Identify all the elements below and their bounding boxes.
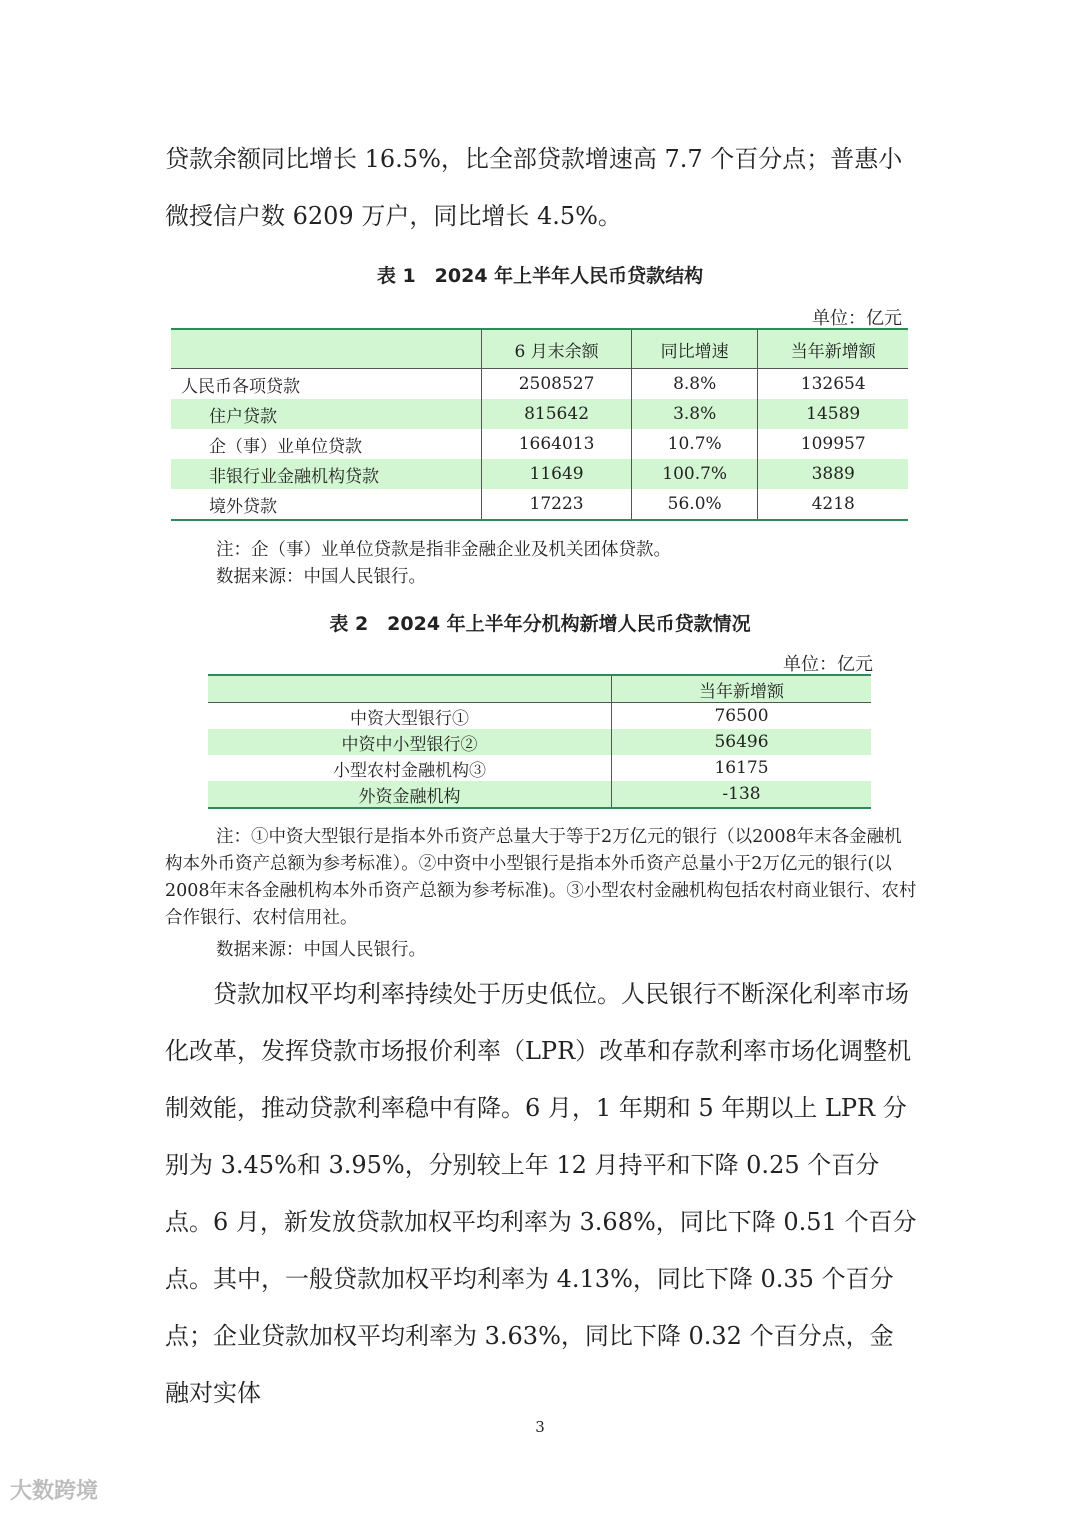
table1-source: 数据来源：中国人民银行。 [216, 567, 426, 587]
row-label: 境外贷款 [209, 496, 277, 517]
new-cell: 4218 [758, 489, 908, 520]
table-row [208, 781, 871, 808]
value-cell: 76500 [612, 703, 872, 730]
balance-cell: 11649 [482, 459, 632, 489]
value-cell: 16175 [612, 755, 872, 781]
table1-unit: 单位：亿元 [812, 308, 902, 329]
table2-caption: 表 2 2024 年上半年分机构新增人民币贷款情况 [329, 613, 751, 635]
growth-cell: 100.7% [631, 459, 758, 489]
row-label: 非银行业金融机构贷款 [209, 466, 379, 487]
table-row [171, 459, 908, 489]
new-loans-by-institution-table [208, 674, 871, 809]
table2-note: 注：①中资大型银行是指本外币资产总量大于等于2万亿元的银行（以2008年末各金融机构本外币资产总额为参考标准）。②中资中小型银行是指本外币资产总量小于2万亿元的银行(以2008年末各金融机构本外币资产总额为参考标准)。③小型农村金融机构包括农村商业银行、农村合作银行、农村信用社。 [165, 827, 917, 928]
balance-cell: 17223 [482, 489, 632, 520]
header-cell: 当年新增额 [758, 329, 908, 369]
growth-cell: 8.8% [631, 369, 758, 400]
table2-unit: 单位：亿元 [783, 654, 873, 675]
intro-paragraph: 贷款余额同比增长 16.5%，比全部贷款增速高 7.7 个百分点；普惠小微授信户数 6209 万户，同比增长 4.5%。 [165, 145, 903, 230]
header-cell: 当年新增额 [612, 675, 872, 703]
table-row [171, 369, 908, 400]
table-row [171, 489, 908, 520]
row-label: 中资中小型银行② [341, 734, 478, 755]
table2-source: 数据来源：中国人民银行。 [216, 940, 426, 960]
header-cell [208, 675, 612, 703]
table-row [208, 703, 871, 730]
table-header-row [208, 675, 871, 703]
row-label: 企（事）业单位贷款 [209, 436, 362, 457]
growth-cell: 3.8% [631, 399, 758, 429]
watermark-logo: 大数跨境 [10, 1479, 99, 1504]
row-label: 人民币各项贷款 [181, 376, 300, 397]
value-cell: -138 [612, 781, 872, 808]
body-paragraph: 贷款加权平均利率持续处于历史低位。人民银行不断深化利率市场化改革，发挥贷款市场报价利率（LPR）改革和存款利率市场化调整机制效能，推动贷款利率稳中有降。6 月，1 年期和 5 年期以上 LPR 分别为 3.45%和 3.95%，分别较上年 12 月持平和下降 0.25 个百分点。6 月，新发放贷款加权平均利率为 3.68%，同比下降 0.51 个百分点。其中，一般贷款加权平均利率为 4.13%，同比下降 0.35 个百分点；企业贷款加权平均利率为 3.63%，同比下降 0.32 个百分点，金融对实体 [165, 980, 917, 1407]
growth-cell: 56.0% [631, 489, 758, 520]
table1-caption: 表 1 2024 年上半年人民币贷款结构 [376, 265, 704, 287]
new-cell: 3889 [758, 459, 908, 489]
table-row [208, 729, 871, 755]
header-cell [171, 329, 482, 369]
value-cell: 56496 [612, 729, 872, 755]
table-row [208, 755, 871, 781]
row-label: 小型农村金融机构③ [333, 760, 486, 781]
table-row [171, 399, 908, 429]
row-label: 外资金融机构 [358, 786, 461, 807]
balance-cell: 815642 [482, 399, 632, 429]
loan-structure-table [171, 328, 908, 521]
header-cell: 6 月末余额 [482, 329, 632, 369]
table-row [171, 429, 908, 459]
row-label: 住户贷款 [209, 406, 277, 427]
balance-cell: 1664013 [482, 429, 632, 459]
table-header-row [171, 329, 908, 369]
table1-note: 注：企（事）业单位贷款是指非金融企业及机关团体贷款。 [216, 540, 671, 560]
balance-cell: 2508527 [482, 369, 632, 400]
new-cell: 132654 [758, 369, 908, 400]
page-number: 3 [535, 1418, 545, 1436]
growth-cell: 10.7% [631, 429, 758, 459]
header-cell: 同比增速 [631, 329, 758, 369]
new-cell: 14589 [758, 399, 908, 429]
row-label: 中资大型银行① [350, 708, 469, 729]
new-cell: 109957 [758, 429, 908, 459]
